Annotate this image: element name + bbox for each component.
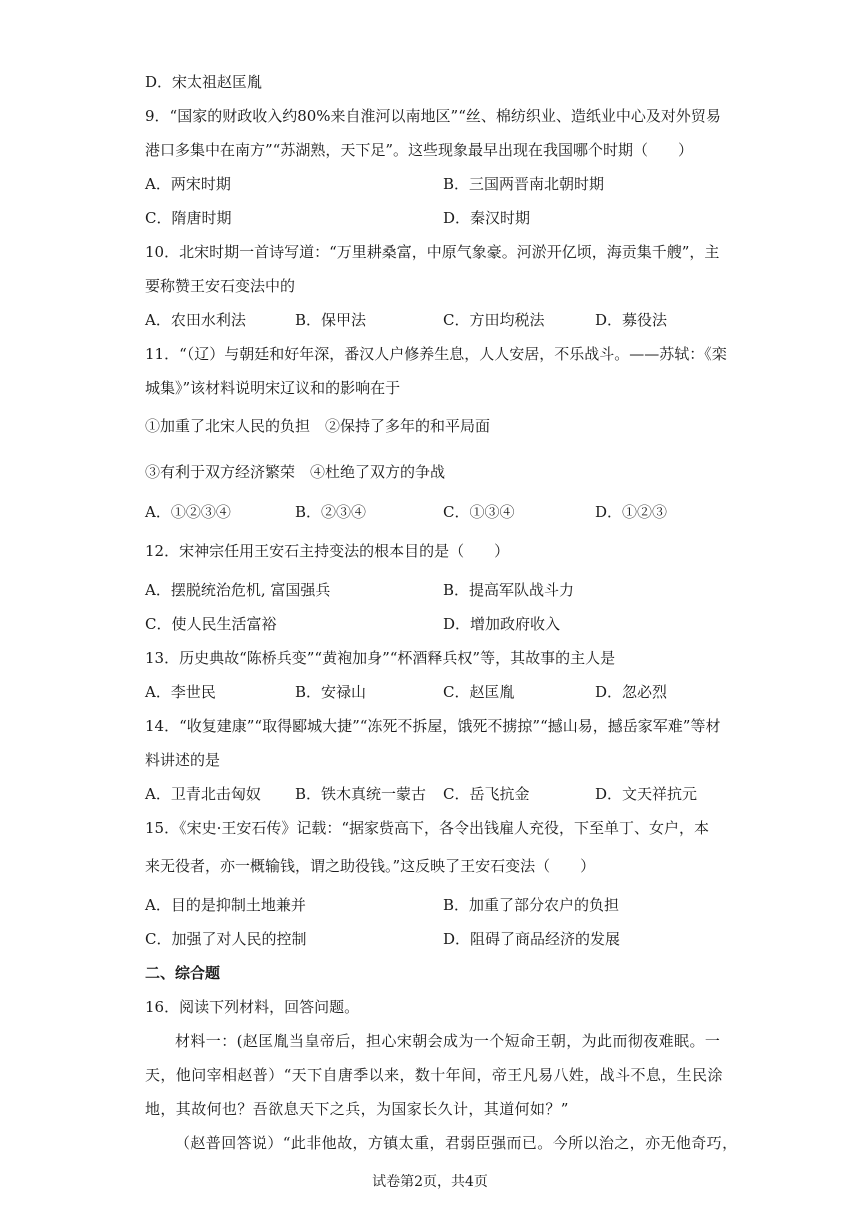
- q13-options: [145, 682, 705, 702]
- q13-stem: 13．历史典故“陈桥兵变”“黄袍加身”“杯酒释兵权”等，其故事的主人是: [145, 649, 616, 667]
- q14-option-d: D．文天祥抗元: [595, 785, 698, 803]
- q15-stem-line1: 15．《宋史·王安石传》记载：“据家赀高下，各令出钱雇人充役，下至单丁、女户，本: [145, 819, 710, 837]
- q13-option-b: B．安禄山: [295, 683, 367, 701]
- q15-option-c: C．加强了对人民的控制: [145, 930, 307, 948]
- q11-stem-line2: 城集》”该材料说明宋辽议和的影响在于: [145, 379, 401, 397]
- q9-options-row1: [145, 174, 705, 194]
- page-footer: 试卷第2页，共4页: [372, 1174, 488, 1190]
- q13-option-d: D．忽必烈: [595, 683, 668, 701]
- q12-options-row2: [145, 614, 705, 634]
- q9-option-b: B．三国两晋南北朝时期: [443, 175, 605, 193]
- q15-option-a: A．目的是抑制土地兼并: [145, 896, 306, 914]
- q12-option-c: C．使人民生活富裕: [145, 615, 277, 633]
- q10-option-a: A．农田水利法: [145, 311, 246, 329]
- q10-option-b: B．保甲法: [295, 311, 367, 329]
- q15-stem-line2: 来无役者，亦一概输钱，谓之助役钱。”这反映了王安石变法（ ）: [145, 857, 596, 875]
- q11-stem-line1: 11．“（辽）与朝廷和好年深，番汉人户修养生息，人人安居，不乐战斗。——苏轼：《栾: [145, 345, 727, 363]
- q15-options-row2: [145, 929, 705, 949]
- q14-stem-line1: 14．“收复建康”“取得郾城大捷”“冻死不拆屋，饿死不掳掠”“撼山易，撼岳家军难”等材: [145, 717, 721, 735]
- q12-option-d: D．增加政府收入: [443, 615, 561, 633]
- q9-option-c: C．隋唐时期: [145, 209, 232, 227]
- q14-options: [145, 784, 705, 804]
- q12-option-b: B．提高军队战斗力: [443, 581, 575, 599]
- material-one-line3: 地，其故何也？吾欲息天下之兵，为国家长久计，其道何如？”: [145, 1100, 569, 1118]
- q10-stem-line1: 10．北宋时期一首诗写道：“万里耕桑富，中原气象豪。河淤开亿顷，海贡集千艘”，主: [145, 243, 720, 261]
- q10-option-d: D．募役法: [595, 311, 668, 329]
- section-heading: 二、综合题: [145, 964, 221, 982]
- q9-stem-line2: 港口多集中在南方”“苏湖熟，天下足”。这些现象最早出现在我国哪个时期（ ）: [145, 141, 694, 159]
- q12-options-row1: [145, 580, 705, 600]
- q10-option-c: C．方田均税法: [443, 311, 545, 329]
- q11-option-c: C．①③④: [443, 503, 515, 521]
- q14-option-c: C．岳飞抗金: [443, 785, 530, 803]
- q9-stem-line1: 9．“国家的财政收入约80%来自淮河以南地区”“丝、棉纺织业、造纸业中心及对外贸易: [145, 107, 721, 125]
- material-one-line2: 天，他问宰相赵普）“天下自唐季以来，数十年间，帝王凡易八姓，战斗不息，生民涂: [145, 1066, 723, 1084]
- q10-stem-line2: 要称赞王安石变法中的: [145, 277, 296, 295]
- material-one-line1: 材料一：(赵匡胤当皇帝后，担心宋朝会成为一个短命王朝，为此而彻夜难眠。一: [175, 1032, 721, 1050]
- q13-option-a: A．李世民: [145, 683, 216, 701]
- q11-option-b: B．②③④: [295, 503, 367, 521]
- q14-option-b: B．铁木真统一蒙古: [295, 785, 427, 803]
- material-one-line4: （赵普回答说）“此非他故，方镇太重，君弱臣强而已。今所以治之，亦无他奇巧，: [175, 1134, 738, 1152]
- q11-options: [145, 502, 705, 522]
- q12-option-a: A．摆脱统治危机, 富国强兵: [145, 581, 331, 599]
- q13-option-c: C．赵匡胤: [443, 683, 515, 701]
- q9-options-row2: [145, 208, 705, 228]
- q11-statements-2: ③有利于双方经济繁荣 ④杜绝了双方的争战: [145, 463, 446, 481]
- q11-option-a: A．①②③④: [145, 503, 231, 521]
- q15-option-d: D．阻碍了商品经济的发展: [443, 930, 621, 948]
- q9-option-d: D．秦汉时期: [443, 209, 531, 227]
- q15-options-row1: [145, 895, 705, 915]
- q15-option-b: B．加重了部分农户的负担: [443, 896, 620, 914]
- q11-option-d: D．①②③: [595, 503, 668, 521]
- q14-stem-line2: 料讲述的是: [145, 751, 221, 769]
- q16-stem: 16．阅读下列材料，回答问题。: [145, 998, 360, 1016]
- q11-statements-1: ①加重了北宋人民的负担 ②保持了多年的和平局面: [145, 417, 491, 435]
- q9-option-a: A．两宋时期: [145, 175, 231, 193]
- q14-option-a: A．卫青北击匈奴: [145, 785, 261, 803]
- q12-stem: 12．宋神宗任用王安石主持变法的根本目的是（ ）: [145, 542, 510, 560]
- q8-option-d: D．宋太祖赵匡胤: [145, 73, 263, 91]
- q10-options: [145, 310, 705, 330]
